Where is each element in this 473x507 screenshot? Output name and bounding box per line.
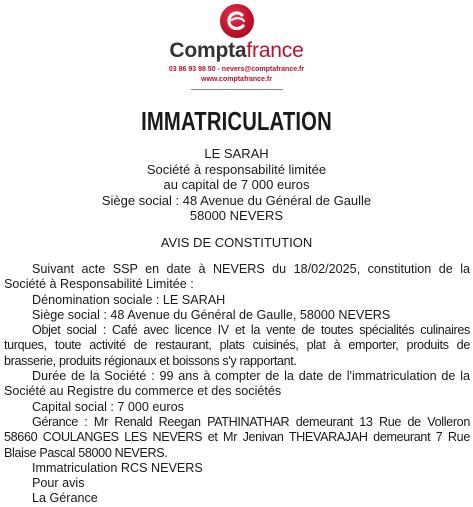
header-logo: [0, 4, 473, 90]
paragraph-seat: Siège social : 48 Avenue du Général de Gaulle, 58000 NEVERS: [32, 307, 391, 322]
company-form: Société à responsabilité limitée: [146, 161, 327, 177]
paragraph-management: Gérance : Mr Renald Reegan PATHINATHAR demeurant 13 Rue de Volleron 58660 COULANGES LES NEVERS et Mr Jenivan THEVARAJAH demeurant 7 Rue Blaise Pascal 58000 NEVERS.: [4, 414, 470, 460]
paragraph-notice: Pour avis: [32, 476, 85, 491]
company-name: LE SARAH: [204, 146, 269, 161]
paragraph-name: Dénomination sociale : LE SARAH: [32, 292, 226, 307]
company-capital: au capital de 7 000 euros: [163, 177, 310, 192]
paragraph-deed: Suivant acte SSP en date à NEVERS du 18/02/2025, constitution de la Société à Responsabilité Limitée :: [4, 262, 470, 292]
brand-website: www.comptafrance.fr: [201, 76, 272, 83]
paragraph-registration: Immatriculation RCS NEVERS: [32, 460, 203, 475]
paragraph-signature: La Gérance: [32, 491, 98, 506]
header-divider: [191, 89, 283, 90]
paragraph-duration: Durée de la Société : 99 ans à compter de la date de l'immatriculation de la Société au Registre du commerce et des sociétés: [4, 369, 470, 399]
comptafrance-logo-icon: [220, 4, 254, 38]
notice-body: [4, 262, 470, 507]
company-seat: Siège social : 48 Avenue du Général de Gaulle: [101, 192, 372, 208]
paragraph-capital: Capital social : 7 000 euros: [32, 399, 184, 414]
brand-name: [0, 39, 473, 63]
company-block: [0, 146, 473, 224]
notice-title: IMMATRICULATION: [141, 106, 332, 136]
brand-name-part2: france: [246, 39, 304, 62]
paragraph-purpose: Objet social : Café avec licence IV et la vente de toutes spécialités culinaires turques, toute activité de restaurant, plats cuisinés, plat à emporter, produits de brasserie, produits régionaux et boissons s'y rapportant.: [4, 323, 470, 368]
section-title: AVIS DE CONSTITUTION: [160, 235, 313, 250]
brand-contact: 03 86 93 98 50 - nevers@comptafrance.fr: [168, 66, 305, 73]
company-city: 58000 NEVERS: [189, 208, 284, 223]
brand-name-part1: Compta: [169, 39, 247, 62]
